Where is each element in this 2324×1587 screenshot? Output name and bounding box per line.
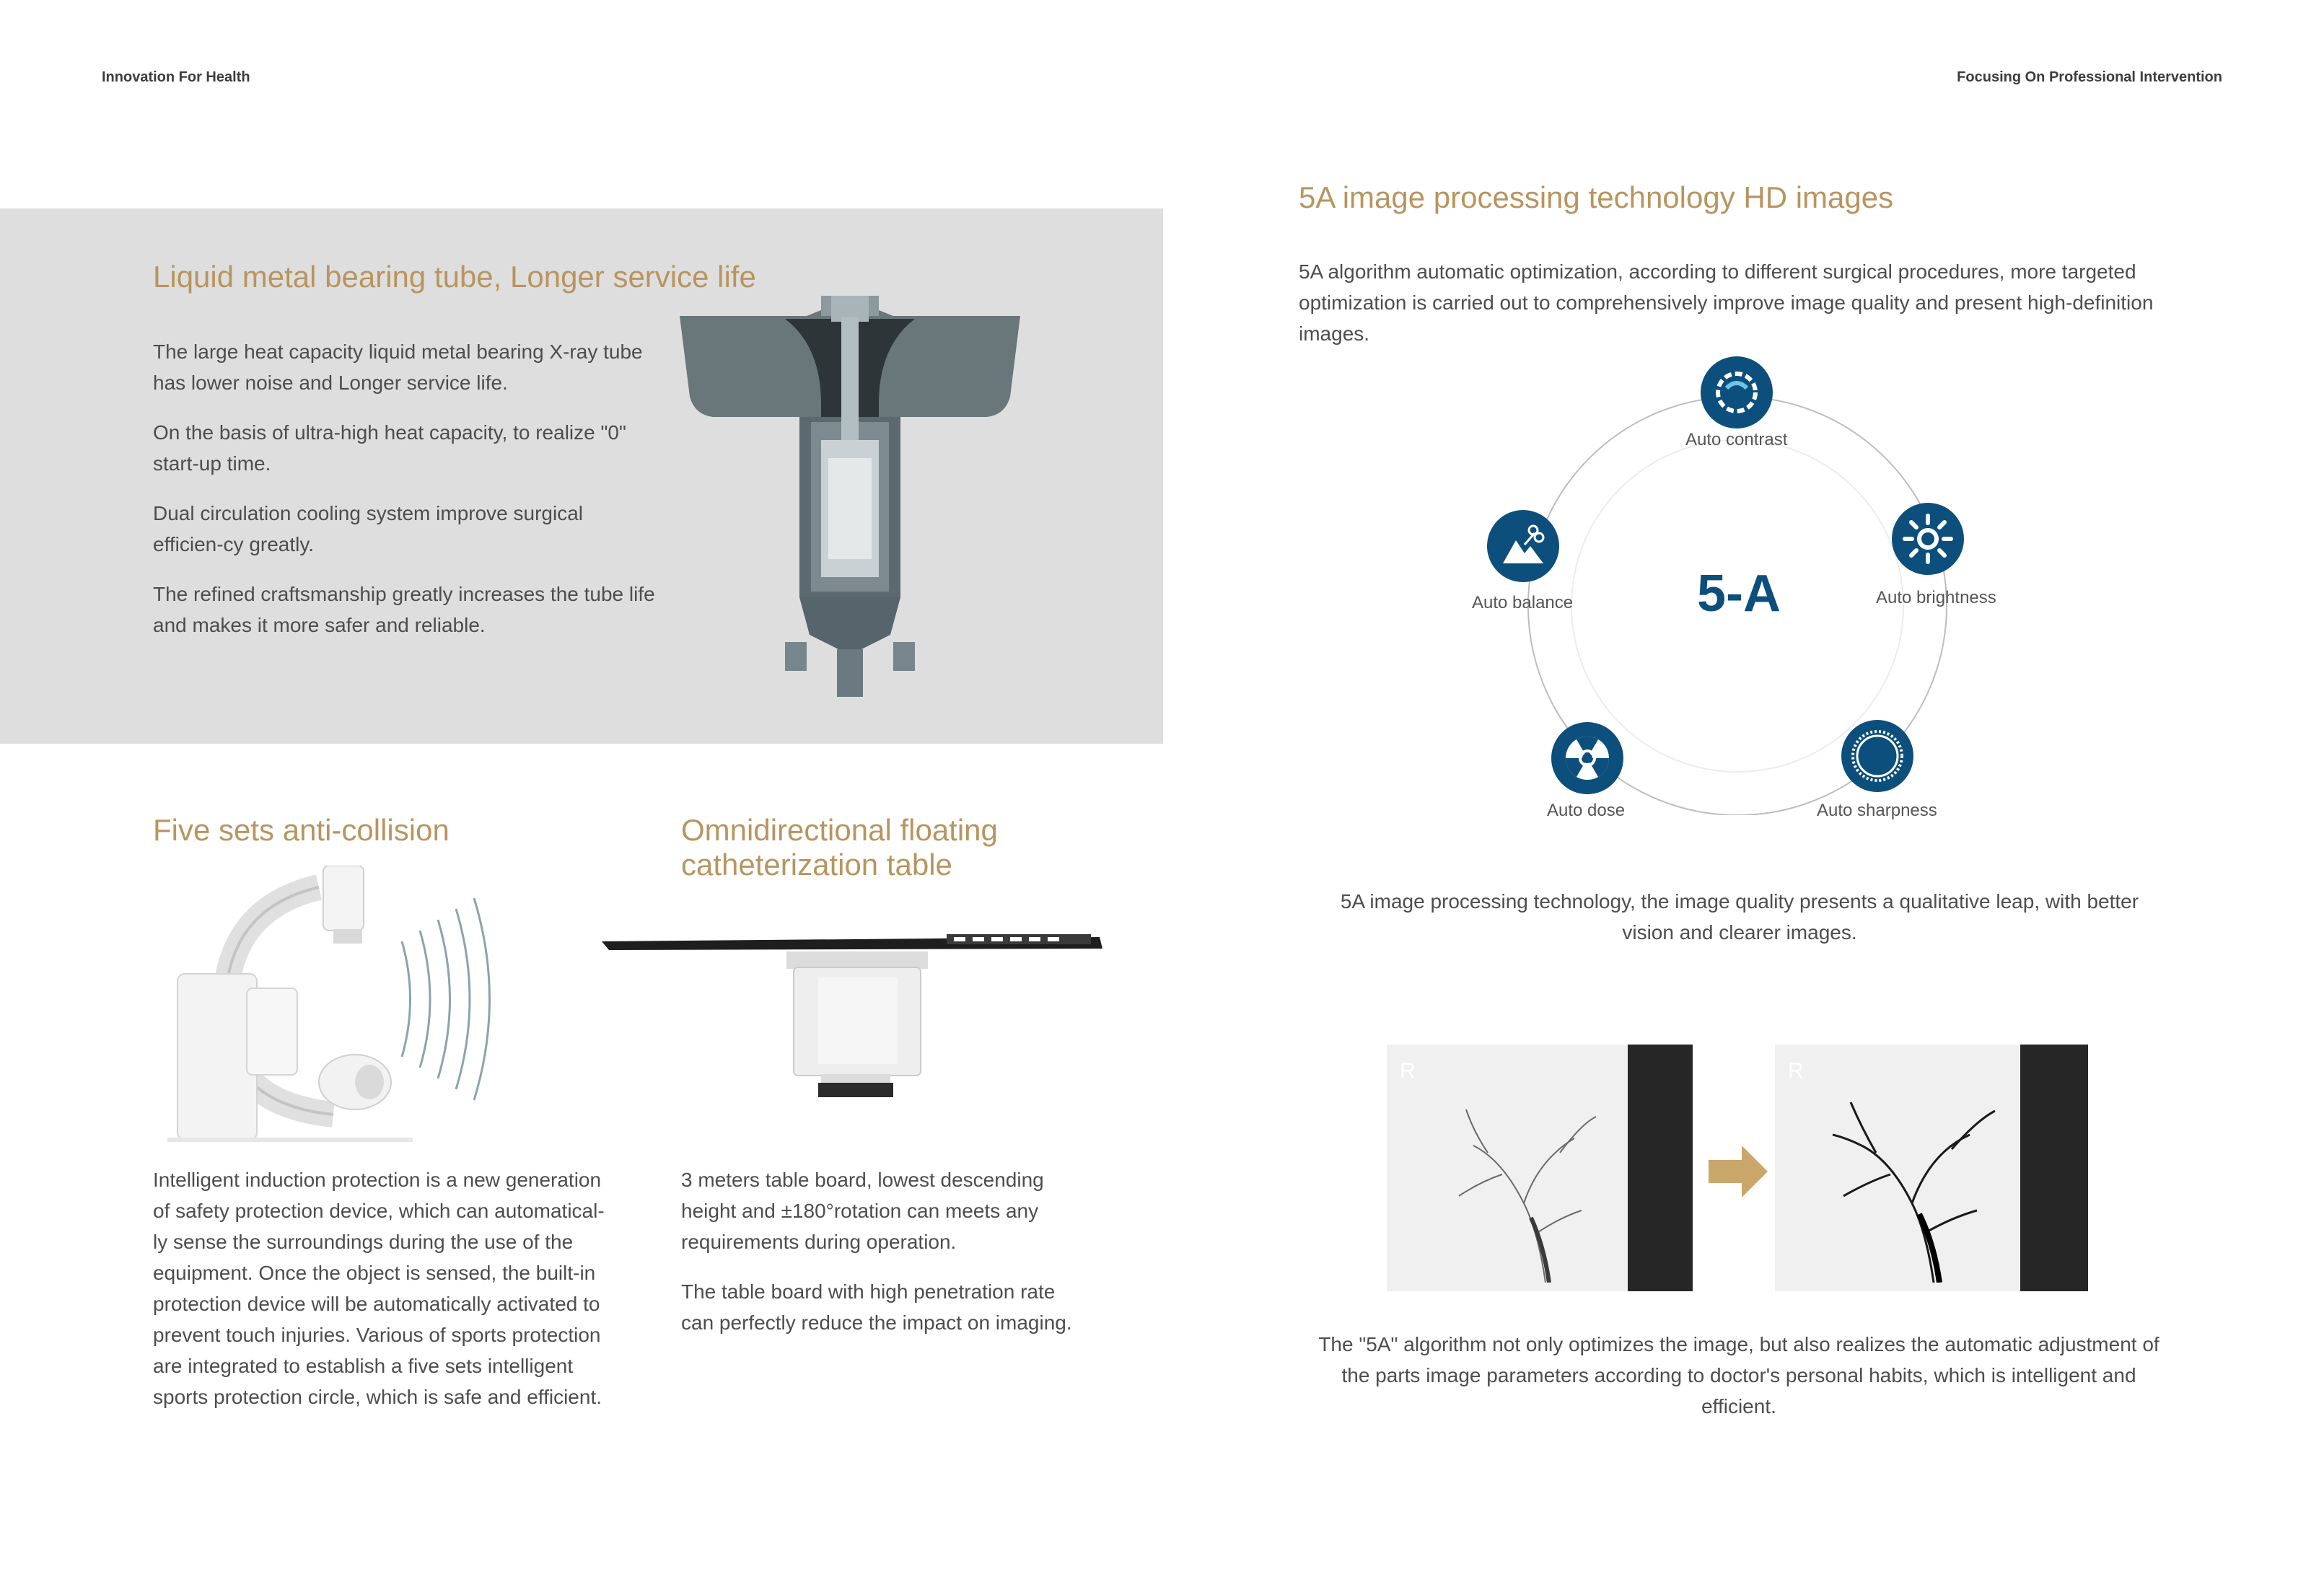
table-paragraph: The table board with high penetration rate can perfectly reduce the impact on imaging.	[681, 1280, 1072, 1334]
image-marker: R	[1400, 1059, 1416, 1083]
contrast-icon	[1701, 356, 1773, 428]
tube-paragraph: On the basis of ultra-high heat capacity, to realize "0" start-up time.	[153, 421, 626, 475]
c-arm-image	[153, 866, 514, 1147]
sharpness-icon	[1841, 720, 1913, 792]
five-a-center-label: 5-A	[1697, 565, 1781, 623]
imaging-caption-2: The "5A" algorithm not only optimizes the image, but also realizes the automatic adjustment of the parts image parameters according to doctor's personal habits, which is intelligent and efficient.	[1318, 1333, 2159, 1417]
imaging-title: 5A image processing technology HD images	[1299, 180, 1894, 214]
table-paragraph: 3 meters table board, lowest descending height and ±180°rotation can meets any requirements during operation.	[681, 1169, 1044, 1253]
viewer-side-panel	[1628, 1045, 1693, 1291]
table-title-line2: catheterization table	[681, 848, 952, 882]
imaging-caption-1: 5A image processing technology, the image quality presents a qualitative leap, with better vision and clearer images.	[1340, 890, 2139, 944]
angiogram-before	[1416, 1073, 1625, 1283]
catheterization-table-image	[602, 927, 1107, 1107]
brightness-icon	[1892, 503, 1964, 575]
table-title-line1: Omnidirectional floating	[681, 813, 998, 847]
balance-icon	[1487, 510, 1559, 582]
feature-label-balance: Auto balance	[1472, 593, 1574, 612]
radiation-icon	[1551, 722, 1623, 794]
anticollision-title: Five sets anti-collision	[153, 813, 450, 847]
tube-title: Liquid metal bearing tube, Longer service life	[153, 260, 756, 294]
anticollision-text: Intelligent induction protection is a new generation of safety protection device, which can automatical-ly sense the surroundings during the use of the equipment. Once the object is sensed, the built-in protection device will be automatically activated to prevent touch injuries. Various of sports protection are integrated to establish a five sets intelligent sports protection circle, which is safe and efficient.	[153, 1169, 605, 1408]
feature-label-contrast: Auto contrast	[1685, 430, 1788, 449]
feature-label-dose: Auto dose	[1547, 801, 1626, 820]
image-marker: R	[1788, 1059, 1804, 1083]
tube-paragraph: Dual circulation cooling system improve surgical efficien-cy greatly.	[153, 502, 584, 555]
tube-paragraph: The large heat capacity liquid metal bearing X-ray tube has lower noise and Longer service life.	[153, 340, 643, 394]
table-text	[681, 1164, 1085, 1357]
tube-paragraph: The refined craftsmanship greatly increases the tube life and makes it more safer and reliable.	[153, 583, 655, 636]
header-right: Focusing On Professional Intervention	[1957, 69, 2222, 85]
imaging-intro: 5A algorithm automatic optimization, according to different surgical procedures, more targeted optimization is carried out to comprehensively improve image quality and present high-definition images.	[1299, 260, 2154, 345]
xray-tube-image	[677, 296, 1023, 700]
angiogram-after	[1804, 1066, 2020, 1283]
arrow-right-icon	[1709, 1146, 1768, 1197]
viewer-side-panel	[2020, 1045, 2088, 1291]
header-left: Innovation For Health	[102, 69, 250, 85]
feature-label-brightness: Auto brightness	[1876, 588, 1996, 607]
after-image	[1775, 1045, 2088, 1291]
feature-label-sharpness: Auto sharpness	[1817, 801, 1937, 820]
before-image	[1387, 1045, 1693, 1291]
tube-text	[153, 336, 658, 659]
